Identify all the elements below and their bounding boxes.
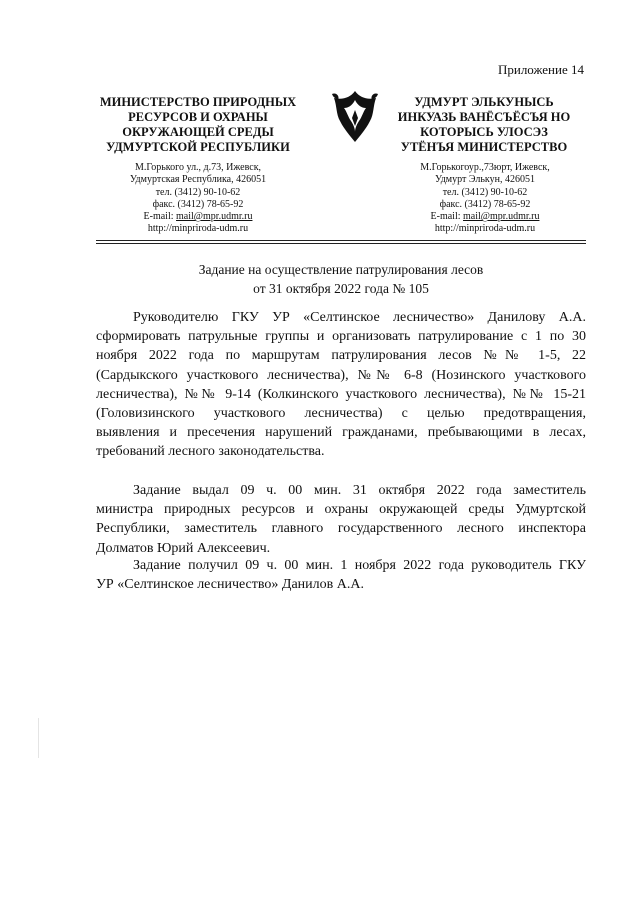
ministry-title-udm-line: УТЁНЪЯ МИНИСТЕРСТВО [400,140,568,154]
text-line: Задание получил 09 ч. 00 мин. 1 ноября 2022 года руководитель ГКУ [133,558,586,573]
email-link[interactable]: mail@mpr.udmr.ru [463,211,540,223]
text-line: Задание выдал 09 ч. 00 мин. 31 октября 2022 года заместитель [133,483,586,498]
email-label: E-mail: [430,211,464,223]
fax-line: факс. (3412) 78-65-92 [152,198,244,210]
appendix-label: Приложение 14 [497,62,584,77]
text-line: лесничества), №№ 9-14 (Колкинского участкового лесничества), №№ 15-21 [96,386,586,402]
email-link[interactable]: mail@mpr.udmr.ru [176,211,253,223]
paragraph-received [96,556,586,594]
ministry-title-udm-line: ИНКУАЗЬ ВАНЁСЪЁСЪЯ НО [397,110,571,124]
ministry-title-ru-line: УДМУРТСКОЙ РЕСПУБЛИКИ [106,140,290,154]
ministry-title-ru-line: ОКРУЖАЮЩЕЙ СРЕДЫ [122,125,274,139]
address-line: М.Горького ул., д.73, Ижевск, [134,162,262,173]
text-line: Руководителю ГКУ УР «Селтинское лесничество» Данилову А.А. [133,310,586,325]
phone-line: тел. (3412) 90-10-62 [155,186,241,198]
text-line: Долматов Юрий Алексеевич. [96,540,271,556]
text-line: (Головизинского участкового лесничества) с целью предотвращения, [96,406,586,422]
text-line: Республики, заместитель главного государственного лесного инспектора [96,521,586,537]
email-line [380,211,590,223]
website-link[interactable]: http://minpriroda-udm.ru [147,223,249,235]
ministry-title-udm-line: КОТОРЫСЬ УЛОСЭЗ [420,125,548,139]
website-link[interactable]: http://minpriroda-udm.ru [434,223,536,235]
ministry-title-udm-line: УДМУРТ ЭЛЬКУНЫСЬ [414,95,554,109]
address-block-ru [93,162,303,236]
header-divider [96,243,586,244]
address-line: Удмуртская Республика, 426051 [129,174,267,186]
paragraph-issued [96,481,586,558]
text-line: (Сардыкского участкового лесничества), №№ 6-8 (Нозинского участкового [96,367,586,383]
document-title [96,260,586,298]
address-line: Удмурт Элькун, 426051 [435,174,535,186]
text-line: выявления и пресечения нарушений гражданами, пребывающими в лесах, [96,425,586,441]
text-line: УР «Селтинское лесничество» Данилов А.А. [96,577,364,593]
address-line: М.Горькогоур.,73юрт, Ижевск, [420,162,550,173]
document-title-line: Задание на осуществление патрулирования лесов [198,262,484,277]
text-line: ноября 2022 года по маршрутам патрулирования лесов №№ 1-5, 22 [96,348,586,364]
scan-artifact [38,718,39,758]
document-title-date: от 31 октября 2022 года № 105 [253,281,429,296]
text-line: министра природных ресурсов и охраны окружающей среды Удмуртской [96,502,586,518]
ministry-title-udm [384,95,584,155]
email-line [93,211,303,223]
ministry-title-ru [93,95,303,155]
fax-line: факс. (3412) 78-65-92 [439,198,531,210]
paragraph-instruction [96,308,586,462]
email-label: E-mail: [143,211,177,223]
ministry-title-ru-line: РЕСУРСОВ И ОХРАНЫ [128,110,268,124]
text-line: сформировать патрульные группы и организовать патрулирование с 1 по 30 [96,329,586,345]
phone-line: тел. (3412) 90-10-62 [442,186,528,198]
ministry-title-ru-line: МИНИСТЕРСТВО ПРИРОДНЫХ [99,95,297,109]
header-divider [96,240,586,241]
udmurt-emblem-icon [328,88,382,144]
text-line: требований лесного законодательства. [96,444,325,460]
address-block-udm [380,162,590,236]
